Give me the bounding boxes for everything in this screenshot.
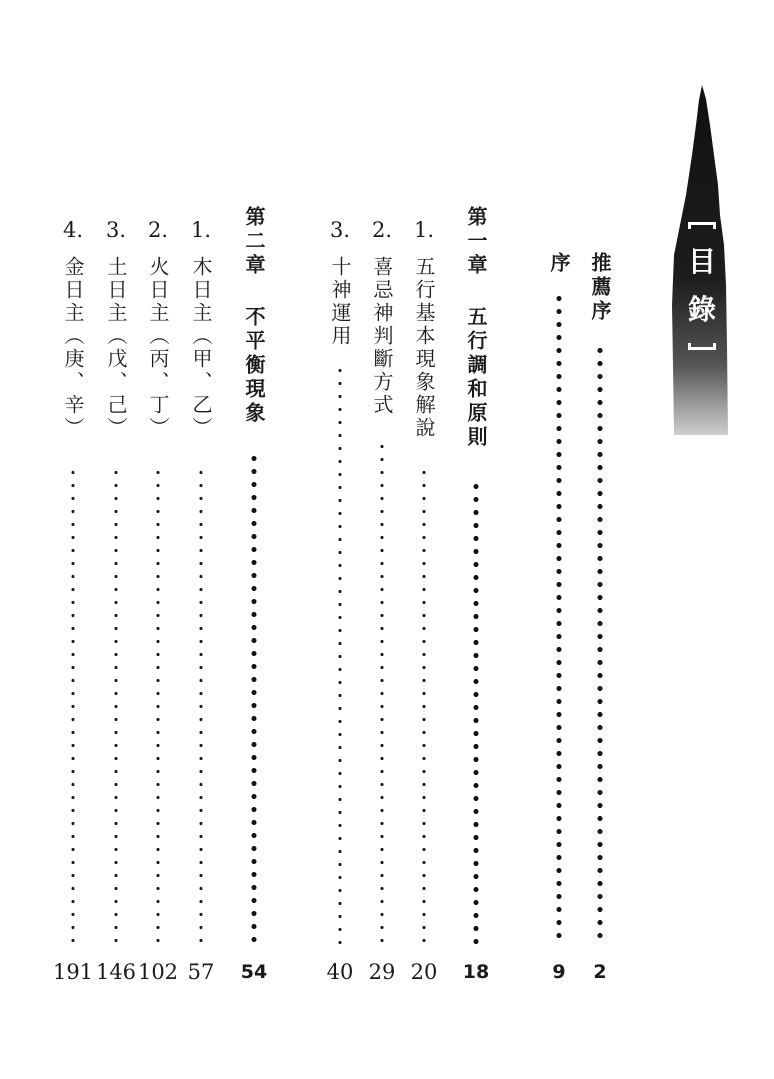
toc-section-2-4[interactable] [52,0,94,1079]
dot-leader [380,440,384,948]
title-bracket-top [688,222,716,229]
section-number: 1. [413,218,435,242]
section-label: 喜忌神判斷方式 [370,256,394,417]
entry-label: 序 [547,252,571,276]
dot-leader [597,344,603,946]
title-char-1: 目 [687,245,716,279]
section-number: 2. [147,218,169,242]
section-number: 3. [105,218,127,242]
toc-section-1-2[interactable] [365,0,399,1079]
page-number: 102 [137,960,179,984]
dot-leader [156,466,160,948]
dot-leader [556,292,562,946]
page-number: 20 [410,960,438,984]
dot-leader [251,452,257,946]
page-number: 40 [326,960,354,984]
section-label: 火日主（丙、丁） [146,256,170,440]
page-number: 57 [187,960,215,984]
toc-section-2-1[interactable] [184,0,218,1079]
toc-chapter-2[interactable] [237,0,271,1079]
page-number: 191 [52,960,94,984]
section-label: 五行基本現象解說 [412,256,436,440]
toc-entry-preface[interactable] [542,0,576,1079]
title-bracket-bottom [688,343,716,350]
page-number: 54 [240,961,268,983]
section-number: 2. [371,218,393,242]
section-number: 4. [62,218,84,242]
page-number: 18 [462,961,490,983]
toc-section-2-3[interactable] [95,0,137,1079]
toc-entry-recommendation-preface[interactable] [583,0,617,1079]
chapter-heading: 第二章 不平衡現象 [242,206,266,426]
page-number: 2 [593,961,607,983]
dot-leader [422,466,426,948]
section-number: 3. [329,218,351,242]
section-label: 金日主（庚、辛） [61,256,85,440]
toc-section-1-1[interactable] [407,0,441,1079]
page-number: 9 [552,961,566,983]
entry-label: 推薦序 [588,252,612,324]
section-label: 土日主（戊、己） [104,256,128,440]
page-number: 146 [95,960,137,984]
section-label: 十神運用 [328,256,352,348]
chapter-heading: 第一章 五行調和原則 [464,206,488,450]
page-number: 29 [368,960,396,984]
toc-title [683,222,721,350]
toc-section-2-2[interactable] [137,0,179,1079]
dot-leader [71,466,75,948]
toc-section-1-3[interactable] [323,0,357,1079]
dot-leader [114,466,118,948]
dot-leader [473,480,479,946]
section-number: 1. [190,218,212,242]
dot-leader [338,364,342,948]
toc-chapter-1[interactable] [459,0,493,1079]
section-label: 木日主（甲、乙） [189,256,213,440]
dot-leader [199,466,203,948]
title-char-2: 錄 [687,292,716,326]
